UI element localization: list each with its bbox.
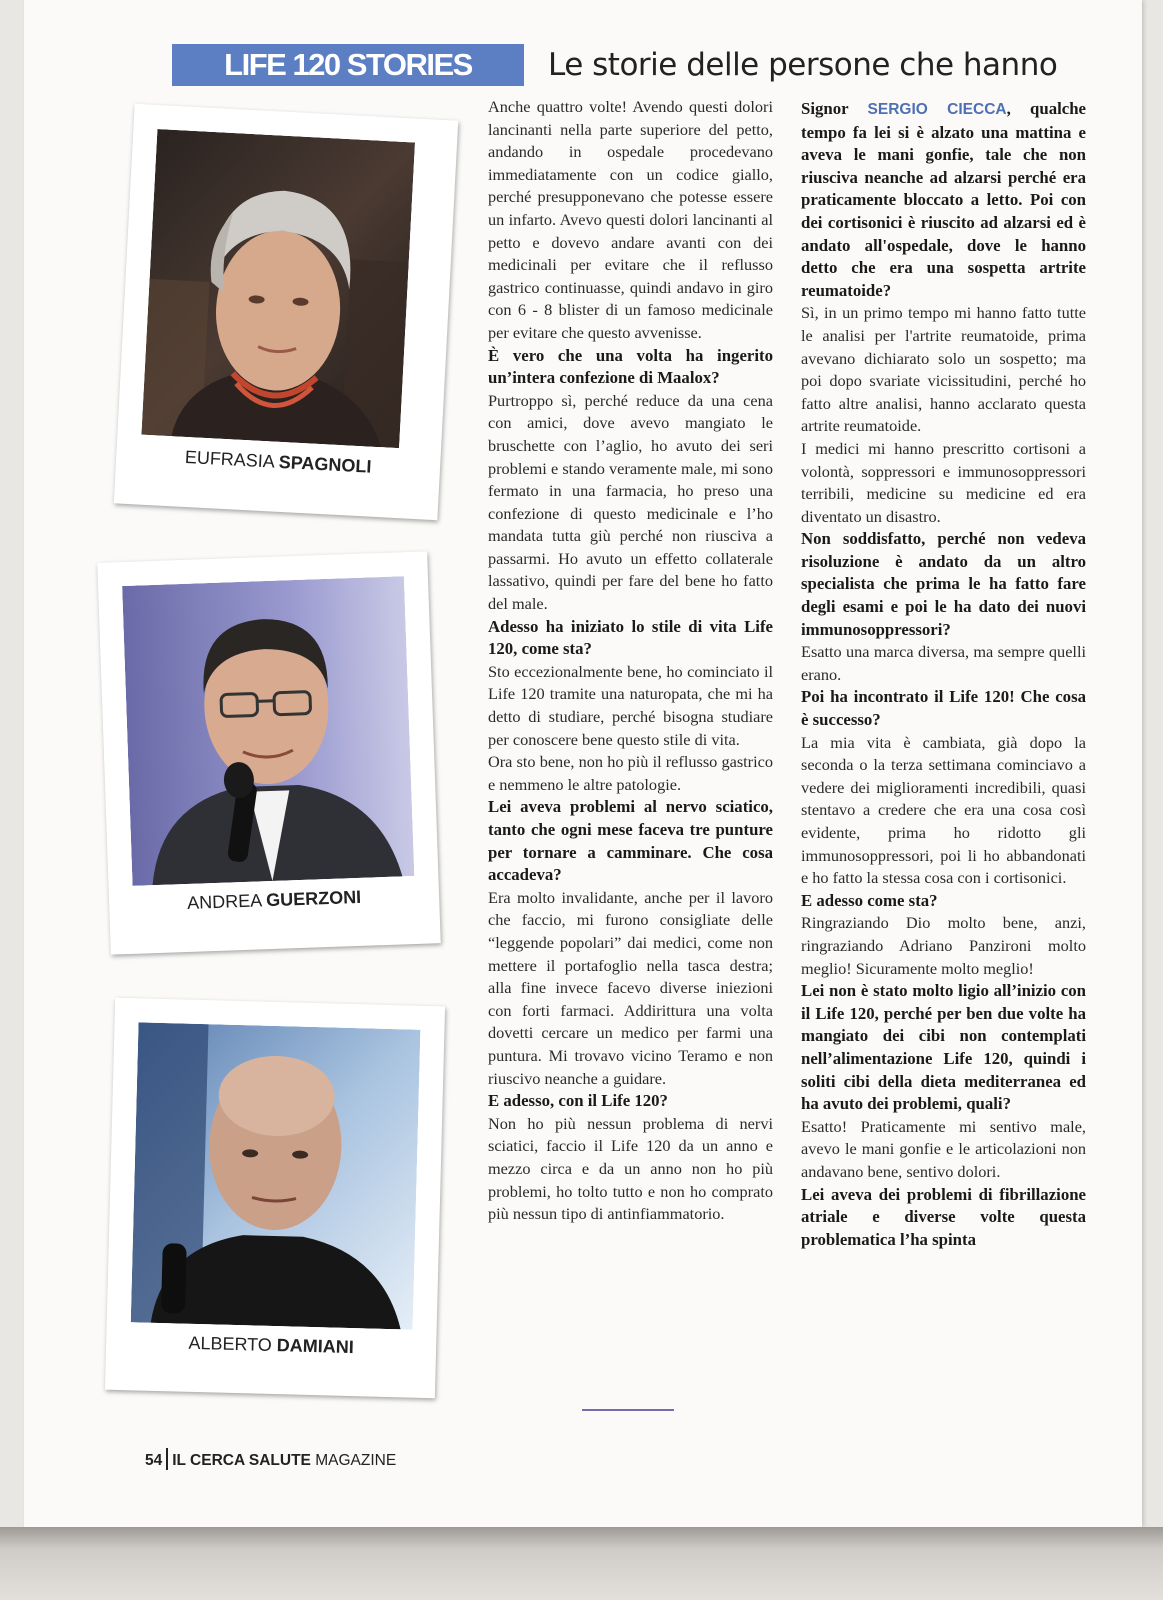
- answer-paragraph: Sì, in un primo tempo mi hanno fatto tutte le analisi per l'artrite reumatoide, prima avevano dichiarato solo un sospetto; ma poi dopo svariate vicissitudini, perché ho fatto altre analisi, hanno acclarato questa artrite reumatoide.: [801, 303, 1086, 436]
- caption-last-name: GUERZONI: [265, 886, 362, 911]
- question-paragraph: Non soddisfatto, perché non vedeva risoluzione è andato da un altro specialista che prima le ha fatto fare degli esami e poi le ha dato dei nuovi immunosoppressori?: [801, 529, 1086, 639]
- question-paragraph: Signor SERGIO CIECCA, qualche tempo fa lei si è alzato una mattina e aveva le mani gonfie, tale che non riusciva neanche ad alzarsi perché era praticamente bloccato a letto. Poi con dei cortisonici è riuscito ad alzarsi ed è andato all'ospedale, dove le hanno detto che era una sospetta artrite reumatoide?: [801, 99, 1086, 300]
- answer-paragraph: Purtroppo sì, perché reduce da una cena con amici, dove avevo mangiato le bruschette con l’aglio, ho avuto dei seri problemi e stando veramente male, mi sono fermato in una farmacia, ho preso una confezione di questo medicinale e l’ho mandata tutta giù perché non riusciva a passarmi. Ho avuto un effetto collaterale lassativo, quindi per fare del bene ho fatto del male.: [488, 390, 773, 614]
- interviewee-name: SERGIO CIECCA: [867, 101, 1007, 118]
- question-paragraph: Lei aveva dei problemi di fibrillazione atriale e diverse volte questa problematica l’ha spinta: [801, 1184, 1086, 1249]
- answer-paragraph: Era molto invalidante, anche per il lavoro che faccio, mi furono consigliate delle “leggende popolari” dai medici, come non mettere il portafoglio nella tasca destra; alla fine invece facevo diverse iniezioni con forti farmaci. Addirittura una volta dovetti cercare un medico per farmi una puntura. Mi trovavo vicino Teramo e non riuscivo neanche a guidare.: [488, 887, 773, 1088]
- question-paragraph: Lei aveva problemi al nervo sciatico, tanto che ogni mese faceva tre punture per tornare a camminare. Che cosa accadeva?: [488, 797, 773, 885]
- photo-card-2: [97, 551, 440, 954]
- answer-paragraph: Anche quattro volte! Avendo questi dolori lancinanti nella parte superiore del petto, andando in ospedale procedevano immediatamente con un codice giallo, perché presupponevano che potesse essere un infarto. Avevo questi dolori lancinanti al petto e dovevo andare avanti con dei medicinali per evitare che il reflusso gastrico continuasse, quindi andavo in giro con 6 - 8 blister di un famoso medicinale per evitare che questo avvenisse.: [488, 97, 773, 342]
- photo-card-3: [105, 998, 445, 1399]
- footer-separator: [166, 1448, 168, 1470]
- answer-paragraph: La mia vita è cambiata, già dopo la seconda o la terza settimana cominciavo a vedere dei miglioramenti incredibili, quasi stentavo a credere che era una cosa così evidente, prima ho ridotto gli immunosoppressori, poi li ho abbandonati e ho fatto la stessa cosa con i cortisonici.: [801, 732, 1086, 888]
- caption-first-name: ALBERTO: [188, 1332, 273, 1355]
- caption-first-name: EUFRASIA: [184, 446, 275, 472]
- magazine-name: IL CERCA SALUTE: [172, 1452, 311, 1469]
- section-badge: LIFE 120 STORIES: [172, 44, 524, 86]
- photo-caption: [106, 1331, 436, 1361]
- question-paragraph: Poi ha incontrato il Life 120! Che cosa è successo?: [801, 687, 1086, 730]
- photo-caption: [116, 443, 441, 481]
- question-paragraph: Adesso ha iniziato lo stile di vita Life 120, come sta?: [488, 616, 773, 659]
- caption-last-name: SPAGNOLI: [278, 451, 372, 477]
- portrait-photo: [141, 129, 415, 448]
- answer-paragraph: I medici mi hanno prescritto cortisoni a volontà, soppressori e immunosoppressori terribili, medicine su medicine ed era diventato un disastro.: [801, 438, 1086, 526]
- photo-caption: [109, 884, 440, 917]
- answer-paragraph: Sto eccezionalmente bene, ho cominciato il Life 120 tramite una naturopata, che mi ha detto di studiare, perché bisogna studiare per conoscere bene questo stile di vita.: [488, 661, 773, 749]
- answer-paragraph: Esatto una marca diversa, ma sempre quelli erano.: [801, 642, 1086, 684]
- answer-paragraph: Esatto! Praticamente mi sentivo male, avevo le mani gonfie e le articolazioni non andavano bene, sentivo dolori.: [801, 1116, 1086, 1181]
- page-number: 54: [145, 1452, 163, 1469]
- magazine-suffix: MAGAZINE: [310, 1452, 397, 1469]
- answer-paragraph: Ringraziando Dio molto bene, anzi, ringraziando Adriano Panzironi molto meglio! Sicuramente molto meglio!: [801, 913, 1086, 978]
- question-paragraph: E adesso, con il Life 120?: [488, 1091, 668, 1111]
- question-paragraph: Lei non è stato molto ligio all’inizio con il Life 120, perché per ben due volte ha mangiato dei cibi non contemplati nell’alimentazione Life 120, quindi i soliti cibi della dieta mediterranea ed ha avuto dei problemi, quali?: [801, 981, 1086, 1114]
- page-footer: [145, 1448, 396, 1470]
- question-paragraph: È vero che una volta ha ingerito un’intera confezione di Maalox?: [488, 345, 773, 388]
- portrait-photo: [122, 576, 414, 886]
- portrait-photo: [131, 1022, 421, 1329]
- column-end-divider: [582, 1409, 674, 1411]
- page-edge-shadow: [0, 1527, 1163, 1600]
- page-headline: Le storie delle persone che hanno: [548, 47, 1058, 83]
- photo-card-1: [114, 104, 458, 520]
- article-column-2: [801, 98, 1086, 1251]
- caption-last-name: DAMIANI: [276, 1335, 355, 1358]
- caption-first-name: ANDREA: [186, 890, 262, 913]
- article-column-1: [488, 96, 773, 1226]
- answer-paragraph: Ora sto bene, non ho più il reflusso gastrico e nemmeno le altre patologie.: [488, 752, 773, 794]
- answer-paragraph: Non ho più nessun problema di nervi sciatici, faccio il Life 120 da un anno e mezzo circa e da un anno non ho più problemi, ho tolto tutto e non ho comprato più nessun tipo di antinfiammatorio.: [488, 1113, 773, 1224]
- question-paragraph: E adesso come sta?: [801, 890, 938, 910]
